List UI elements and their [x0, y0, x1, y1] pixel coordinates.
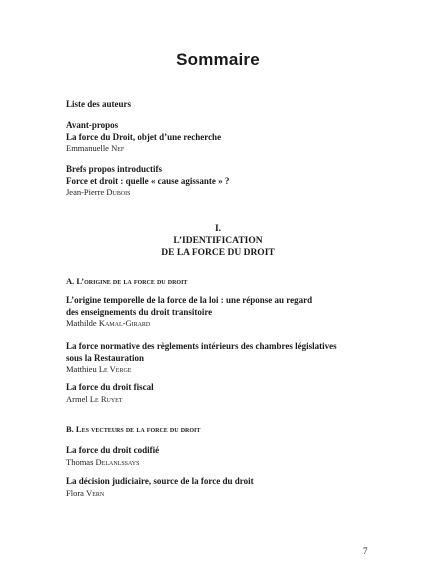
author-last-name: Nef — [111, 143, 125, 153]
entry-title-line-1: La force normative des règlements intérieurs des chambres législatives — [66, 341, 337, 351]
entry-author — [66, 187, 376, 198]
part-title-line-2: DE LA FORCE DU DROIT — [161, 248, 275, 258]
section-heading-text: B. Les vecteurs de la force du droit — [66, 424, 201, 434]
section-a-heading — [66, 276, 376, 286]
foreword-entry[interactable] — [66, 120, 376, 154]
authors-list-entry[interactable] — [66, 99, 376, 111]
entry-author — [66, 143, 376, 154]
section-heading-text: A. L’origine de la force du droit — [66, 276, 188, 286]
section-b-heading — [66, 424, 376, 434]
entry-title-line-1: L’origine temporelle de la force de la loi : une réponse au regard — [66, 295, 313, 305]
entry-title-line-1: La décision judiciaire, source de la force du droit — [66, 476, 254, 486]
entry-title-line-1: La force du droit fiscal — [66, 382, 154, 392]
entry-author — [66, 457, 376, 468]
intro-entry[interactable] — [66, 164, 376, 198]
author-first-name: Emmanuelle — [66, 143, 109, 153]
author-first-name: Matthieu — [66, 364, 97, 374]
part-title-line-1: L’IDENTIFICATION — [173, 236, 263, 246]
entry-heading: Avant-propos — [66, 120, 119, 130]
entry-title: La force du Droit, objet d’une recherche — [66, 131, 222, 142]
toc-entry[interactable] — [66, 295, 376, 329]
entry-title: Liste des auteurs — [66, 99, 131, 109]
entry-author — [66, 318, 376, 329]
author-last-name: Dubois — [106, 187, 131, 197]
entry-title-line-1: La force du droit codifié — [66, 445, 160, 455]
entry-title-line-2: des enseignements du droit transitoire — [66, 306, 213, 317]
page-number: 7 — [363, 546, 368, 556]
author-last-name: Le Ruyet — [89, 393, 123, 404]
author-last-name: Vern — [86, 487, 105, 498]
toc-entry[interactable] — [66, 445, 376, 468]
author-first-name: Armel — [66, 393, 88, 404]
toc-entry[interactable] — [66, 382, 376, 405]
entry-title: Force et droit : quelle « cause agissante » ? — [66, 175, 230, 186]
entry-author — [66, 488, 376, 499]
part-number: I. — [214, 224, 222, 234]
author-last-name: Delanlssays — [95, 456, 140, 467]
author-first-name: Thomas — [66, 456, 94, 467]
author-last-name: Le Verge — [98, 364, 132, 374]
author-first-name: Mathilde — [66, 318, 97, 328]
page-title: Sommaire — [176, 50, 260, 69]
toc-entry[interactable] — [66, 476, 376, 499]
author-first-name: Jean-Pierre — [66, 187, 105, 197]
author-last-name: Kamal-Girard — [98, 318, 151, 328]
entry-heading: Brefs propos introductifs — [66, 164, 163, 174]
entry-author — [66, 394, 376, 405]
entry-title-line-2: sous la Restauration — [66, 352, 145, 363]
toc-entry[interactable] — [66, 341, 376, 375]
author-first-name: Flora — [66, 487, 84, 498]
entry-author — [66, 364, 376, 375]
